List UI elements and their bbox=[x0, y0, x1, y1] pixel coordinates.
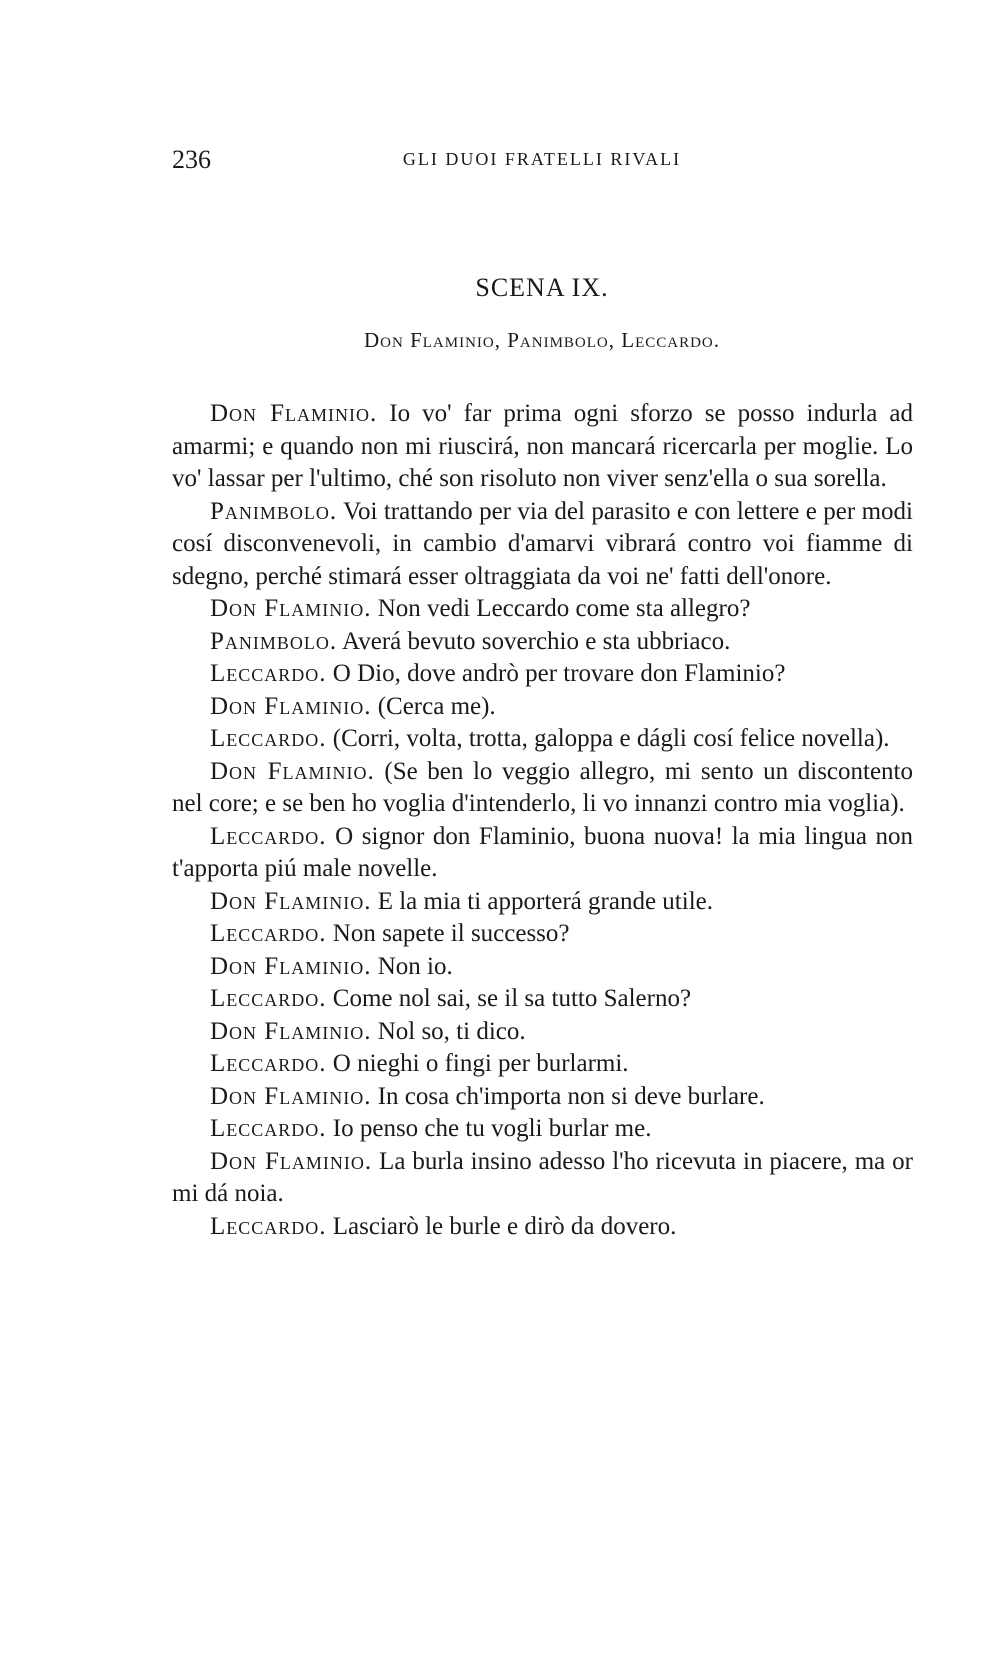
speaker-name: Leccardo. bbox=[210, 725, 327, 752]
dialogue-line bbox=[172, 918, 913, 951]
scene-title: SCENA IX. bbox=[475, 273, 609, 302]
speech-text: Come nol sai, se il sa tutto Salerno? bbox=[332, 985, 692, 1012]
speech-text: (Corri, volta, trotta, galoppa e dágli cosí felice novella). bbox=[332, 725, 890, 752]
speaker-name: Don Flaminio. bbox=[210, 1082, 372, 1110]
speech-text: Io vo' far prima ogni sforzo se posso indurla ad amarmi; e quando non mi riuscirá, non mancará ricercarla per moglie. Lo vo' lassar per l'ultimo, ché son risoluto non viver senz'ella o sua sorella. bbox=[172, 400, 913, 492]
speech-text: O signor don Flaminio, buona nuova! la mia lingua non t'apporta piú male novelle. bbox=[172, 822, 914, 882]
dialogue-line bbox=[172, 756, 913, 821]
dialogue-line bbox=[172, 626, 913, 659]
dialogue-line bbox=[172, 821, 913, 886]
page-header bbox=[172, 145, 912, 175]
speech-text: (Cerca me). bbox=[377, 692, 496, 720]
dialogue-line bbox=[172, 1048, 913, 1081]
dialogue-line bbox=[172, 983, 913, 1016]
speech-text: Lasciarò le burle e dirò da dovero. bbox=[332, 1212, 677, 1240]
speech-text: Nol so, ti dico. bbox=[377, 1017, 526, 1045]
speaker-name: Don Flaminio. bbox=[210, 757, 375, 785]
dialogue-line bbox=[172, 691, 913, 724]
dialogue-line bbox=[172, 1081, 913, 1114]
dialogue-line bbox=[172, 1016, 913, 1049]
speech-text: O Dio, dove andrò per trovare don Flaminio? bbox=[332, 660, 786, 687]
speech-text: Voi trattando per via del parasito e con lettere e per modi cosí disconvenevoli, in cambio d'amarvi vibrará contro voi fiamme di sdegno, perché stimará esser oltraggiata da voi ne' fatti dell'onore. bbox=[172, 497, 913, 590]
dialogue-line bbox=[172, 496, 913, 594]
dialogue-line bbox=[172, 398, 913, 496]
speech-text: Non vedi Leccardo come sta allegro? bbox=[377, 595, 751, 622]
dialogue-body bbox=[172, 398, 913, 1243]
dialogue-line bbox=[172, 1113, 913, 1146]
speaker-name: Leccardo. bbox=[210, 920, 327, 947]
dialogue-line bbox=[172, 1211, 913, 1244]
speech-text: (Se ben lo veggio allegro, mi sento un discontento nel core; e se ben ho voglia d'intenderlo, li vo innanzi contro mia voglia). bbox=[172, 757, 914, 817]
page-number: 236 bbox=[172, 145, 211, 174]
speaker-name: Don Flaminio. bbox=[210, 1147, 373, 1175]
speaker-name: Panimbolo. bbox=[210, 497, 338, 525]
speaker-name: Don Flaminio. bbox=[210, 887, 372, 915]
speaker-name: Don Flaminio. bbox=[210, 595, 372, 622]
running-title: GLI DUOI FRATELLI RIVALI bbox=[402, 149, 682, 169]
scene-characters: Don Flaminio, Panimbolo, Leccardo. bbox=[363, 328, 720, 352]
dialogue-line bbox=[172, 658, 913, 691]
speaker-name: Don Flaminio. bbox=[210, 952, 372, 980]
speaker-name: Leccardo. bbox=[210, 1115, 327, 1142]
speaker-name: Panimbolo. bbox=[210, 627, 338, 655]
dialogue-line bbox=[172, 951, 913, 984]
speaker-name: Don Flaminio. bbox=[210, 400, 378, 427]
speaker-name: Don Flaminio. bbox=[210, 692, 372, 720]
speech-text: Non io. bbox=[377, 952, 453, 980]
dialogue-line bbox=[172, 593, 913, 626]
speaker-name: Leccardo. bbox=[210, 1050, 327, 1077]
speaker-name: Leccardo. bbox=[210, 985, 327, 1012]
speech-text: Non sapete il successo? bbox=[332, 920, 570, 947]
speech-text: In cosa ch'importa non si deve burlare. bbox=[377, 1082, 765, 1110]
speaker-name: Leccardo. bbox=[210, 822, 327, 850]
dialogue-line bbox=[172, 723, 913, 756]
speech-text: O nieghi o fingi per burlarmi. bbox=[332, 1050, 629, 1077]
dialogue-line bbox=[172, 886, 913, 919]
speaker-name: Leccardo. bbox=[210, 1212, 327, 1240]
speech-text: La burla insino adesso l'ho ricevuta in piacere, ma or mi dá noia. bbox=[172, 1147, 913, 1207]
speech-text: E la mia ti apporterá grande utile. bbox=[377, 887, 713, 915]
speech-text: Io penso che tu vogli burlar me. bbox=[332, 1115, 652, 1142]
dialogue-line bbox=[172, 1146, 913, 1211]
speech-text: Averá bevuto soverchio e sta ubbriaco. bbox=[342, 627, 731, 655]
speaker-name: Don Flaminio. bbox=[210, 1017, 372, 1045]
speaker-name: Leccardo. bbox=[210, 660, 327, 687]
